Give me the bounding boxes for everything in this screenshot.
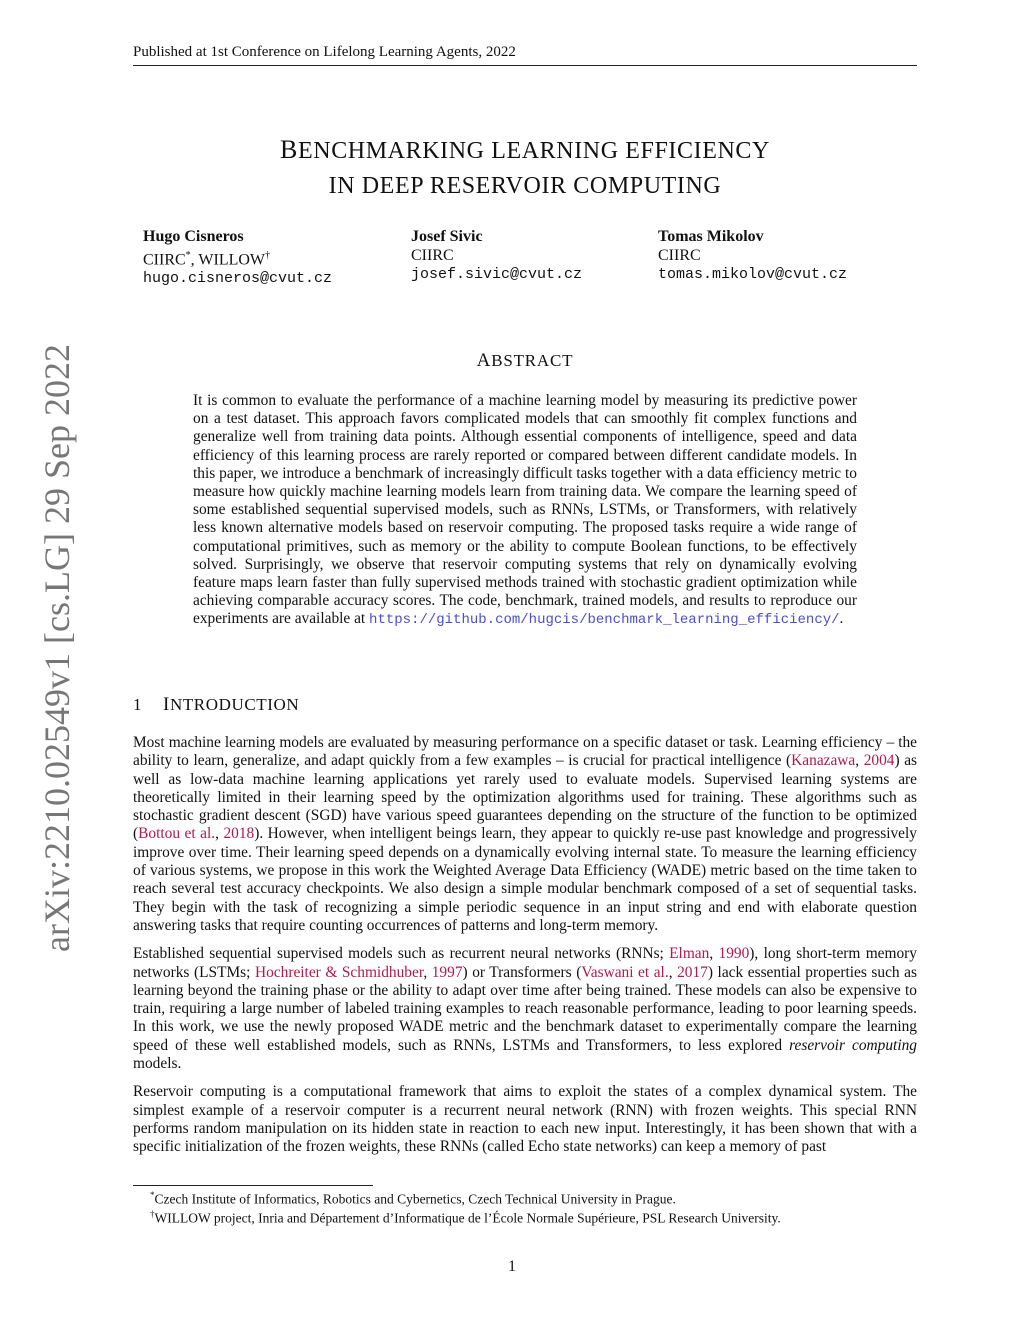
introduction-body [133, 734, 917, 1167]
citation-link[interactable]: 2004 [863, 752, 895, 770]
author-block [411, 227, 582, 284]
author-email[interactable]: tomas.mikolov@cvut.cz [658, 266, 848, 283]
section-number: 1 [133, 695, 143, 714]
citation-link[interactable]: 1990 [718, 945, 750, 963]
emphasis: reservoir computing [789, 1036, 917, 1054]
citation-link[interactable]: 2017 [677, 963, 708, 981]
author-affiliation: CIIRC*, WILLOW† [143, 250, 271, 269]
section-heading-introduction: 1 INTRODUCTION [133, 694, 300, 715]
code-repository-link[interactable]: https://github.com/hugcis/benchmark_learning_efficiency/ [369, 612, 840, 629]
citation-link[interactable]: Bottou et al. [138, 825, 216, 843]
author-block [658, 227, 847, 284]
arxiv-side-stamp: arXiv:2210.02549v1 [cs.LG] 29 Sep 2022 [37, 344, 77, 952]
author-block [143, 227, 332, 288]
footnote: *Czech Institute of Informatics, Robotics and Cybernetics, Czech Technical University in Prague. [150, 1190, 676, 1207]
footnote-mark: † [265, 250, 271, 261]
running-header: Published at 1st Conference on Lifelong Learning Agents, 2022 [133, 44, 917, 66]
author-name: Tomas Mikolov [658, 228, 764, 245]
title-line-1 [133, 132, 917, 169]
page-number: 1 [508, 1258, 516, 1275]
paragraph: Reservoir computing is a computational framework that aims to exploit the states of a complex dynamical system. The simplest example of a reservoir computer is a recurrent neural network (RNN) with frozen weights. This special RNN performs random manipulation on its hidden state in reaction to each new input. Interestingly, it has been shown that with a specific initialization of the frozen weights, these RNNs (called Echo state networks) can keep a memory of past [133, 1083, 917, 1156]
title-line-1-text: ENCHMARKING LEARNING EFFICIENCY [298, 138, 770, 164]
footnote-mark: * [185, 250, 191, 261]
abstract-text: It is common to evaluate the performance of a machine learning model by measuring its predictive power on a test dataset. This approach favors complicated models that can smoothly fit complex functions and generalize well from training data points. Although essential components of intelligence, speed and data efficiency of this learning process are rarely reported or compared between different candidate models. In this paper, we introduce a benchmark of increasingly difficult tasks together with a data efficiency metric to measure how quickly machine learning models learn from training data. We compare the learning speed of some established sequential supervised models, such as RNNs, LSTMs, or Transformers, with relatively less known alternative models based on reservoir computing. The proposed tasks require a wide range of computational primitives, such as memory or the ability to compute Boolean functions, to be effectively solved. Surprisingly, we observe that reservoir computing systems that rely on dynamically evolving feature maps learn faster than fully supervised methods trained with stochastic gradient optimization while achieving comparable accuracy scores. The code, benchmark, trained models, and results to reproduce our experiments are available at https://github.com/hugcis/benchmark_learning_efficiency/. [193, 392, 857, 629]
title-initial: B [280, 135, 298, 164]
paragraph: Established sequential supervised models such as recurrent neural networks (RNNs; Elman, 1990), long short-term memory networks (LSTMs; Hochreiter & Schmidhuber, 1997) or Transformers (Vaswani et al., 2017) lack essential properties such as learning beyond the training phase or the ability to adapt over time after being trained. These models can also be expensive to train, requiring a large number of labeled training examples to reach reasonable performance, leading to poor learning speeds. In this work, we use the newly proposed WADE metric and the benchmark dataset to experimentally compare the learning speed of these well established models, such as RNNs, LSTMs and Transformers, to less explored reservoir computing models. [133, 945, 917, 1073]
citation-link[interactable]: Vaswani et al. [581, 963, 669, 981]
citation-link[interactable]: Kanazawa [791, 752, 856, 770]
author-name: Hugo Cisneros [143, 228, 244, 245]
author-affiliation: CIIRC [658, 247, 701, 264]
paper-title [133, 132, 917, 204]
citation-link[interactable]: 2018 [223, 825, 255, 843]
author-affiliation: CIIRC [411, 247, 454, 264]
footnote-divider [133, 1185, 373, 1186]
abstract-heading: ABSTRACT [476, 350, 574, 371]
footnote: †WILLOW project, Inria and Département d’Informatique de l’École Normale Supérieure, PSL Research University. [150, 1209, 781, 1226]
title-line-2: IN DEEP RESERVOIR COMPUTING [328, 173, 722, 199]
paragraph: Most machine learning models are evaluated by measuring performance on a specific dataset or task. Learning efficiency – the ability to learn, generalize, and adapt quickly from a few examples – is crucial for practical intelligence (Kanazawa, 2004) as well as low-data machine learning applications yet rarely used to evaluate models. Supervised learning systems are theoretically limited in their learning speed by the optimization algorithms used for training. These algorithms such as stochastic gradient descent (SGD) have various speed guarantees depending on the structure of the function to be optimized (Bottou et al., 2018). However, when intelligent beings learn, they appear to quickly re-use past knowledge and progressively improve over time. Their learning speed depends on a dynamically evolving internal state. To measure the learning efficiency of various systems, we propose in this work the Weighted Average Data Efficiency (WADE) metric based on the time taken to reach several test accuracy checkpoints. We also design a simple modular benchmark composed of a set of sequential tasks. They begin with the task of recognizing a simple periodic sequence in an input string and end with elaborate question answering tasks that require counting occurrences of patterns and long-term memory. [133, 734, 918, 934]
author-email[interactable]: josef.sivic@cvut.cz [411, 266, 583, 283]
citation-link[interactable]: Hochreiter & Schmidhuber [254, 963, 424, 981]
author-email[interactable]: hugo.cisneros@cvut.cz [143, 270, 333, 288]
citation-link[interactable]: 1997 [431, 963, 463, 981]
author-name: Josef Sivic [411, 228, 483, 245]
citation-link[interactable]: Elman [669, 945, 710, 963]
